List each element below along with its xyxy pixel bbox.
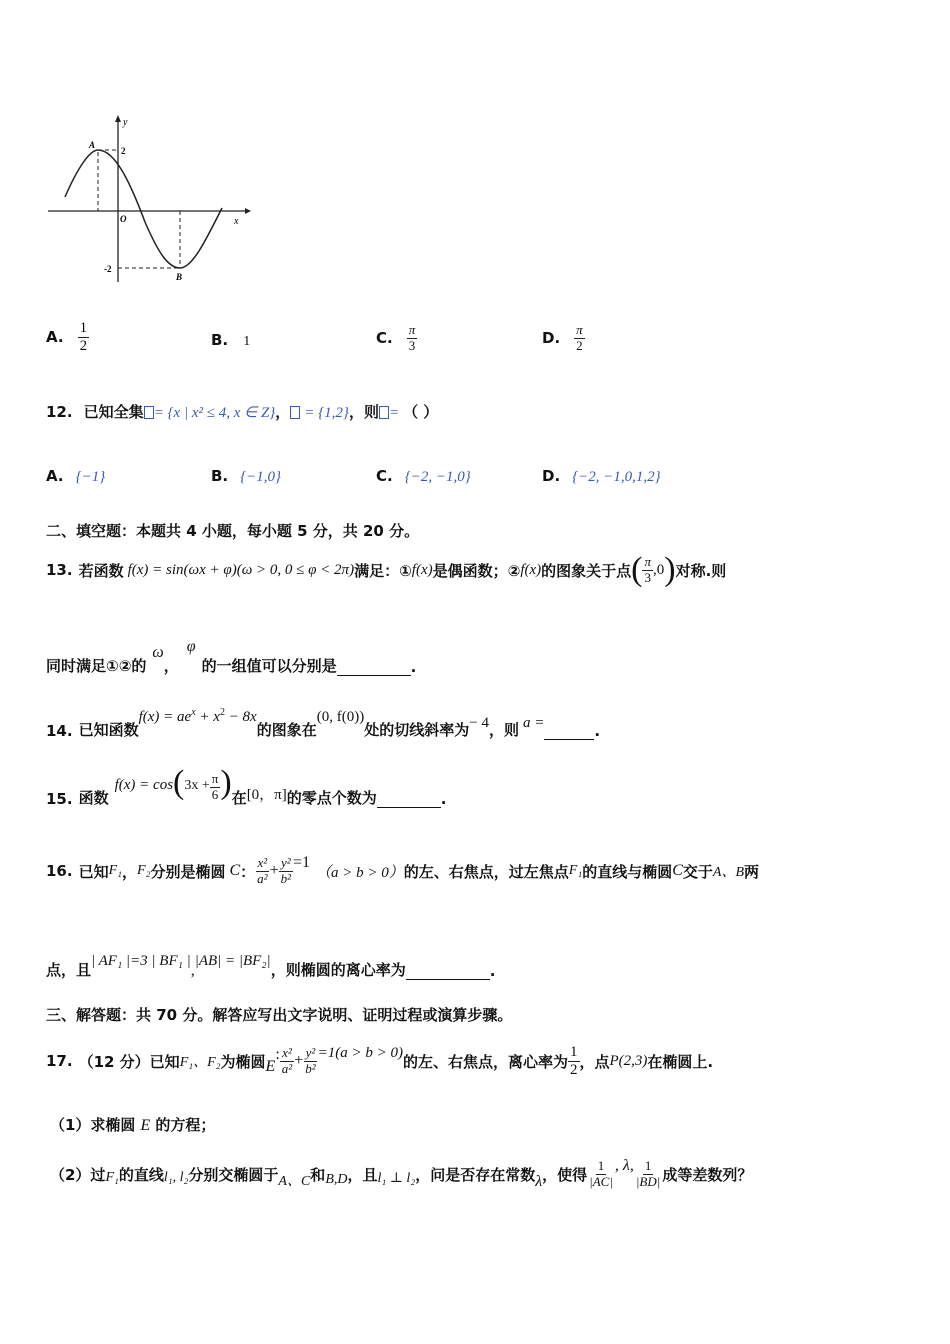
- origin-label: O: [120, 214, 127, 224]
- q12-option-c[interactable]: C. {−2, −1,0}: [376, 467, 471, 485]
- q13-line-2: 同时满足①②的 ω ， φ 的一组值可以分别是 .: [46, 638, 417, 676]
- q11-option-c[interactable]: [376, 315, 417, 361]
- arg-fraction: $\frac{\pi}{6}$: [211, 771, 219, 802]
- q11-option-a[interactable]: [46, 312, 89, 362]
- q17-part-2: （2）过 F₁ 的直线 l₁, l₂ 分别交椭圆于 A、C 和 B,D ，且 l₁ ⊥ l₂ ，问是否存在常数 λ ，使得 $\frac{1}{|AC|}$ , λ, $\frac{1}{|BD|}$ 成等差数列？: [50, 1157, 753, 1190]
- q12-option-a[interactable]: A. {−1}: [46, 467, 106, 485]
- option-label: C.: [376, 329, 393, 347]
- q13-line-1: 13. 若函数 f(x) = sin(ωx + φ)(ω > 0, 0 ≤ φ < 2π) 满足：① f(x) 是偶函数；② f(x) 的图象关于点 ( $\frac{\pi}{3}$ ,0 ) 对称.则: [46, 551, 727, 588]
- section-2-heading: 二、填空题：本题共 4 小题，每小题 5 分，共 20 分。: [46, 522, 420, 540]
- ellipse-y-term: $\frac{\text{y²}}{\text{b²}}$: [280, 855, 291, 886]
- option-label: D.: [542, 329, 561, 347]
- q14: 14. 已知函数 $f(x) = ae^x + x^2 - 8x$ 的图象在 (0, f(0)) 处的切线斜率为 − 4 ，则 a = .: [46, 707, 601, 740]
- q17-part-1: （1）求椭圆 E 的方程；: [50, 1116, 216, 1134]
- y-axis-label: y: [123, 117, 128, 128]
- sine-graph: [40, 112, 255, 287]
- point-a-label: A: [89, 140, 96, 150]
- section-3-heading: 三、解答题：共 70 分。解答应写出文字说明、证明过程或演算步骤。: [46, 1006, 513, 1024]
- point-b-label: B: [176, 272, 183, 282]
- ellipse-y-term: $\frac{\text{y²}}{\text{b²}}$: [305, 1045, 316, 1076]
- q11-option-d[interactable]: [542, 315, 585, 361]
- q16-line-2: 点，且 | AF₁ |=3 | BF₁ | , |AB| = |BF₂| ，则椭圆的离心率为 .: [46, 953, 496, 980]
- point-fraction: $\frac{\pi}{3}$: [644, 554, 651, 585]
- eccentricity-fraction: $\frac{1}{2}$: [570, 1044, 578, 1078]
- ellipse-x-term: $\frac{\text{x²}}{\text{a²}}$: [257, 855, 268, 886]
- q16-line-1: 16. 已知 F₁ ， F₂ 分别是椭圆 C ： $\frac{\text{x²}}{\text{a²}}$ + $\frac{\text{y²}}{\text{b²}}$ =1 （a > b > 0） 的左、右焦点，过左焦点 F₁ 的直线与椭圆 C 交于 A、B 两: [46, 854, 760, 886]
- option-a-fraction: $\frac{1}{2}$: [79, 320, 88, 354]
- frac-1-over-bd: $\frac{1}{|BD|}$: [635, 1158, 661, 1189]
- frac-1-over-ac: $\frac{1}{|AC|}$: [589, 1158, 613, 1189]
- y-max-label: 2: [121, 146, 126, 156]
- q12-stem: 12. 已知全集 = {x | x² ≤ 4, x ∈ Z}， = {1,2}，则 = （ ）: [46, 403, 439, 421]
- option-d-fraction: $\frac{\pi}{2}$: [576, 322, 583, 353]
- q14-answer-blank[interactable]: [544, 725, 594, 740]
- q15: 15. 函数 f(x) = cos ( 3x + $\frac{\pi}{6}$ ) 在 [0，π] 的零点个数为 .: [46, 764, 447, 808]
- q12-option-b[interactable]: B. {−1,0}: [211, 467, 282, 485]
- sine-curve: [65, 150, 222, 268]
- q12-option-d[interactable]: D. {−2, −1,0,1,2}: [542, 467, 661, 485]
- y-min-label: -2: [104, 264, 112, 274]
- q15-answer-blank[interactable]: [377, 793, 441, 808]
- q16-answer-blank[interactable]: [406, 965, 490, 980]
- option-label: B.: [211, 331, 229, 349]
- ellipse-x-term: $\frac{\text{x²}}{\text{a²}}$: [281, 1045, 293, 1076]
- q13-answer-blank[interactable]: [337, 661, 411, 676]
- q11-option-b[interactable]: [211, 330, 250, 350]
- x-axis-label: x: [234, 216, 239, 227]
- option-label: A.: [46, 328, 64, 346]
- option-b-value: 1: [243, 334, 251, 349]
- q17-stem: 17. （12 分）已知 F₁、F₂ 为椭圆 E : $\frac{\text{x²}}{\text{a²}}$ + $\frac{\text{y²}}{\text{b²}}$ =1(a > b > 0) 的左、右焦点，离心率为 $\frac{1}{2}$ ，点 P(2,3) 在椭圆上.: [46, 1044, 714, 1078]
- option-c-fraction: $\frac{\pi}{3}$: [408, 322, 416, 353]
